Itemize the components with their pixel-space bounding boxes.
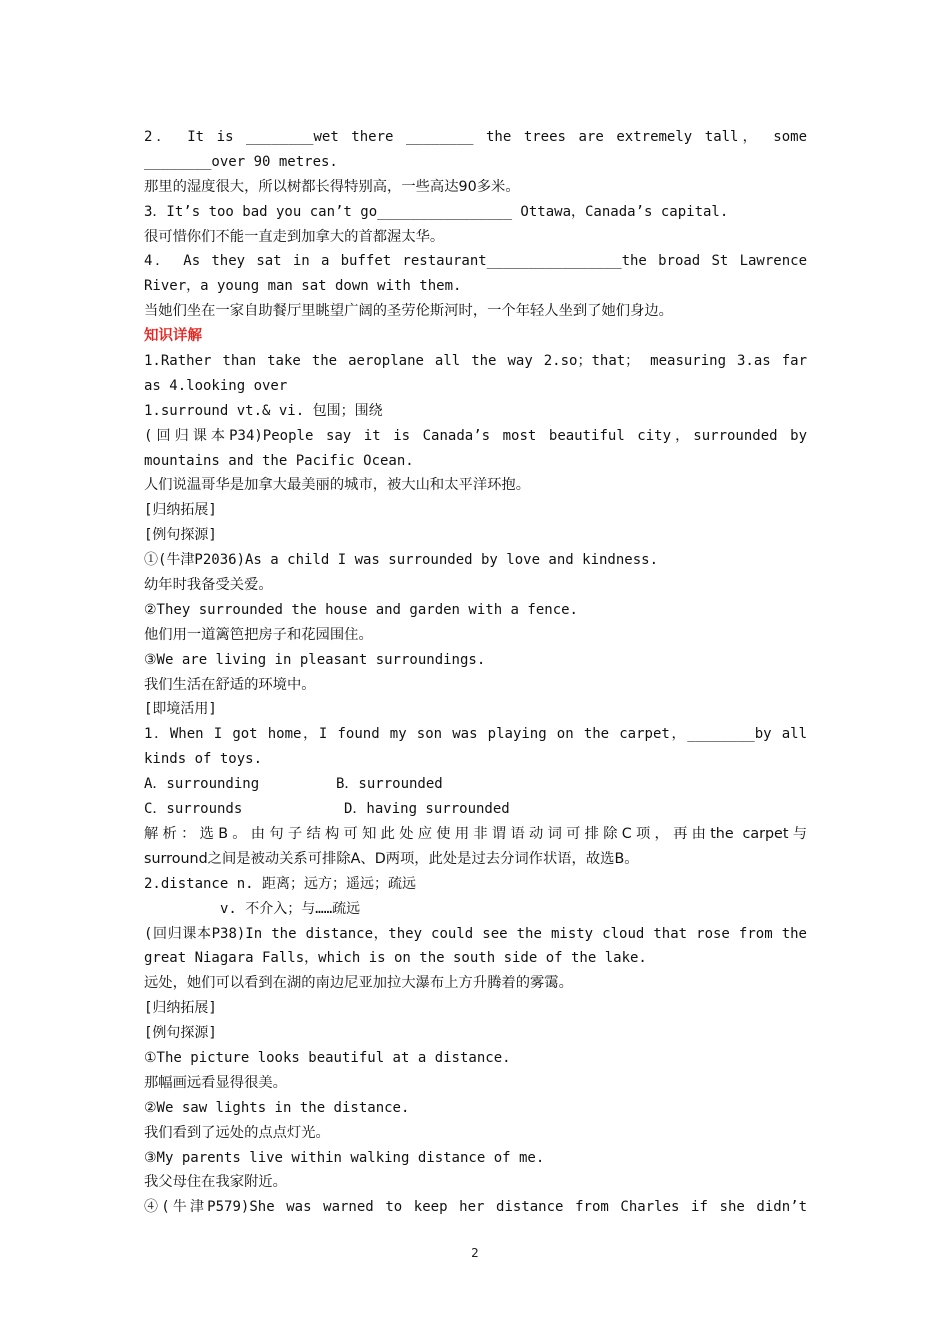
example-translation: 我父母住在我家附近。 [144, 1174, 287, 1191]
section-heading: 知识详解 [144, 328, 202, 345]
example-sentence: ③My parents live within walking distance of me. [144, 1149, 545, 1166]
example-sentence: ②They surrounded the house and garden with a fence. [144, 601, 578, 618]
option-row [144, 772, 807, 797]
example-sentence: ①The picture looks beautiful at a distance. [144, 1049, 511, 1066]
text-line-chinese: 当她们坐在一家自助餐厅里眺望广阔的圣劳伦斯河时，一个年轻人坐到了她们身边。 [144, 303, 673, 320]
text-line: (回归课本P34)People say it is Canada’s most beautiful city，surrounded by [144, 427, 807, 444]
subsection-label: [即境活用] [144, 701, 217, 718]
subsection-label: [归纳拓展] [144, 502, 217, 519]
text-line: 3．It’s too bad you can’t go________________ Ottawa，Canada’s capital. [144, 203, 729, 220]
text-line: 4． As they sat in a buffet restaurant________________the broad St Lawrence [144, 253, 807, 270]
example-translation: 我们看到了远处的点点灯光。 [144, 1124, 330, 1141]
option-row [144, 797, 807, 822]
vocab-entry: 2.distance n. 距离；远方；遥远；疏远 [144, 875, 417, 892]
vocab-entry: 1.surround vt.& vi. 包围；围绕 [144, 402, 383, 419]
answer-line: as 4.looking over [144, 377, 288, 394]
exercise-question: kinds of toys. [144, 751, 263, 768]
option-c: C．surrounds [144, 801, 243, 818]
explanation-line: surround之间是被动关系可排除A、D两项，此处是过去分词作状语，故选B。 [144, 850, 639, 867]
answer-line: 1.Rather than take the aeroplane all the way 2.so；that； measuring 3.as far [144, 353, 807, 370]
option-d: D．having surrounded [344, 801, 510, 818]
text-line: (回归课本P38)In the distance，they could see the misty cloud that rose from the [144, 925, 807, 942]
text-line: ________over 90 metres. [144, 153, 338, 170]
subsection-label: [例句探源] [144, 1025, 217, 1042]
example-sentence: ②We saw lights in the distance. [144, 1099, 410, 1116]
text-line: mountains and the Pacific Ocean. [144, 452, 414, 469]
text-line: River，a young man sat down with them. [144, 278, 462, 295]
example-translation: 我们生活在舒适的环境中。 [144, 676, 316, 693]
example-sentence: ①(牛津P2036)As a child I was surrounded by love and kindness. [144, 552, 659, 569]
document-body [144, 125, 807, 1220]
example-translation: 那幅画远看显得很美。 [144, 1074, 287, 1091]
text-line-chinese: 很可惜你们不能一直走到加拿大的首都渥太华。 [144, 228, 445, 245]
example-sentence: ④(牛津P579)She was warned to keep her distance from Charles if she didn’t [144, 1199, 807, 1216]
text-line: 2． It is ________wet there ________ the trees are extremely tall， some [144, 129, 807, 145]
text-line-chinese: 那里的湿度很大，所以树都长得特别高，一些高达90多米。 [144, 178, 520, 195]
page-number: 2 [471, 1246, 479, 1260]
text-line-chinese: 人们说温哥华是加拿大最美丽的城市，被大山和太平洋环抱。 [144, 477, 531, 494]
explanation-line: 解析：选B。由句子结构可知此处应使用非谓语动词可排除C项，再由the carpet与 [144, 825, 807, 842]
example-translation: 幼年时我备受关爱。 [144, 577, 273, 594]
subsection-label: [例句探源] [144, 527, 217, 544]
text-line: great Niagara Falls，which is on the south side of the lake. [144, 950, 647, 967]
vocab-entry: v. 不介入；与……疏远 [220, 900, 361, 917]
subsection-label: [归纳拓展] [144, 1000, 217, 1017]
option-b: B．surrounded [336, 776, 443, 793]
exercise-question: 1．When I got home，I found my son was playing on the carpet，________by all [144, 726, 807, 743]
example-translation: 他们用一道篱笆把房子和花园围住。 [144, 626, 373, 643]
option-a: A．surrounding [144, 776, 260, 793]
example-sentence: ③We are living in pleasant surroundings. [144, 651, 486, 668]
text-line-chinese: 远处，她们可以看到在湖的南边尼亚加拉大瀑布上方升腾着的雾霭。 [144, 975, 573, 992]
